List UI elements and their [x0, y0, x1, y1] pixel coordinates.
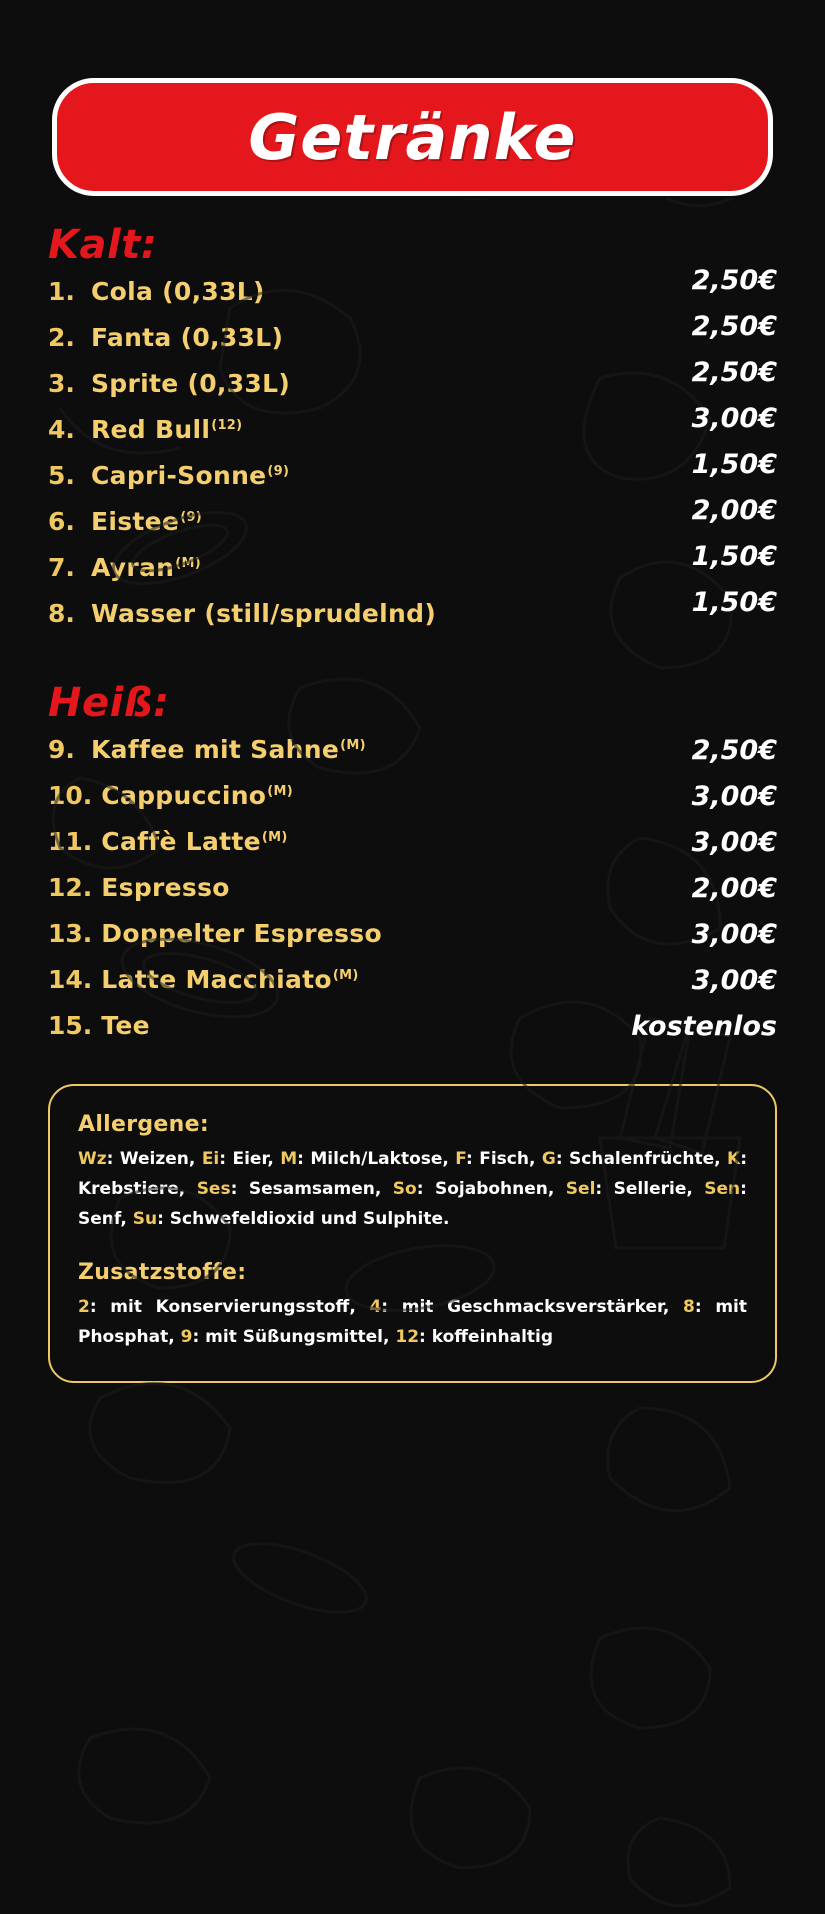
menu-item: [48, 587, 777, 638]
menu-item-label: [48, 965, 657, 994]
menu-item-name-text: Red Bull: [91, 415, 211, 444]
legend-text: : Schwefeldioxid und Sulphite.: [157, 1208, 450, 1229]
menu-item-price: 2,50€: [691, 311, 777, 342]
menu-item-number: 13.: [48, 919, 93, 948]
legend-code: Sel: [565, 1178, 596, 1199]
menu-item-name: [101, 873, 230, 902]
menu-item-additives: (M): [261, 829, 288, 845]
legend-code: 2: [78, 1297, 90, 1318]
menu-item-name-text: Doppelter Espresso: [101, 919, 382, 948]
legend-code: 4: [369, 1297, 382, 1318]
menu-item-number: 5.: [48, 461, 75, 490]
legend-text: : mit Geschmacksverstärker,: [381, 1297, 684, 1318]
menu-item-additives: (M): [175, 555, 201, 571]
menu-list-heiss: [48, 734, 777, 1050]
menu-item-name-text: Wasser (still/sprudelnd): [91, 599, 437, 628]
menu-item-name: [91, 599, 437, 628]
menu-item-price: 3,00€: [691, 781, 777, 812]
menu-item: [48, 495, 777, 546]
menu-item-name-text: Cappuccino: [101, 781, 267, 810]
menu-item-name: [101, 1011, 151, 1040]
menu-item-name-text: Fanta (0,33L): [91, 323, 284, 352]
menu-item-price: 3,00€: [691, 965, 777, 996]
legend-code: Ses: [196, 1178, 231, 1199]
menu-item-name-text: Tee: [101, 1011, 150, 1040]
legend-text: : Krebstiere,: [78, 1149, 747, 1199]
legend-code: F: [455, 1149, 466, 1169]
menu-item-name-text: Capri-Sonne: [91, 461, 267, 490]
legend-code: Ei: [201, 1149, 220, 1169]
additives-title: Zusatzstoffe:: [78, 1260, 247, 1286]
menu-item: [48, 265, 777, 316]
menu-item-number: 10.: [48, 781, 93, 810]
menu-item-price: 2,00€: [691, 873, 777, 904]
legend-text: : Weizen,: [106, 1149, 202, 1169]
menu-item-name: [101, 827, 287, 856]
menu-item-price: 2,50€: [691, 265, 777, 296]
allergens-additives-box: [48, 1084, 777, 1383]
legend-text: : mit Phosphat,: [78, 1297, 747, 1347]
menu-item-name-text: Sprite (0,33L): [91, 369, 291, 398]
title-banner-wrapper: [48, 78, 777, 196]
menu-item-name: [101, 965, 358, 994]
menu-item-number: 6.: [48, 507, 75, 536]
menu-item-number: 11.: [48, 827, 93, 856]
menu-item-name: [91, 461, 289, 490]
menu-item: [48, 311, 777, 362]
menu-list-kalt: [48, 265, 777, 638]
menu-item: [48, 357, 777, 408]
menu-item-name: [91, 507, 202, 536]
legend-text: : mit Konservierungsstoff,: [89, 1297, 370, 1318]
page-title: Getränke: [248, 100, 577, 174]
menu-item-price: 2,50€: [691, 735, 777, 766]
menu-item-name-text: Cola (0,33L): [91, 277, 265, 306]
legend-text: : Senf,: [78, 1178, 747, 1229]
menu-item-name-text: Caffè Latte: [101, 827, 261, 856]
menu-item-price: 2,50€: [691, 357, 777, 388]
legend-text: : Sellerie,: [595, 1178, 705, 1199]
legend-text: : Eier,: [219, 1149, 281, 1169]
section-heading-kalt: Kalt:: [48, 222, 158, 268]
menu-item-name-text: Espresso: [101, 873, 230, 902]
menu-item: [48, 872, 777, 912]
menu-item-number: 7.: [48, 553, 75, 582]
menu-item-name-text: Latte Macchiato: [101, 965, 332, 994]
menu-item-label: [48, 507, 657, 536]
legend-text: : Sojabohnen,: [416, 1178, 566, 1199]
legend-code: 12: [395, 1327, 420, 1347]
menu-item-label: [48, 461, 657, 490]
menu-item-additives: (M): [340, 737, 366, 753]
menu-item-label: [48, 369, 657, 398]
menu-item-number: 9.: [48, 735, 75, 764]
legend-code: M: [280, 1149, 298, 1169]
menu-item-label: [48, 735, 657, 764]
menu-item: [48, 964, 777, 1004]
menu-item-name-text: Ayran: [91, 553, 175, 582]
menu-page: [0, 78, 825, 1914]
legend-code: So: [392, 1178, 417, 1199]
menu-item: [48, 918, 777, 958]
menu-item-number: 2.: [48, 323, 75, 352]
menu-item-additives: (9): [267, 463, 290, 479]
allergens-body: [78, 1145, 747, 1234]
menu-item-additives: (M): [332, 967, 359, 983]
legend-code: Sen: [704, 1178, 741, 1199]
menu-item-price: 3,00€: [691, 919, 777, 950]
menu-item-number: 3.: [48, 369, 75, 398]
menu-item-name: [91, 323, 284, 352]
menu-item-price: kostenlos: [631, 1011, 777, 1042]
menu-item-number: 12.: [48, 873, 93, 902]
menu-item-name: [91, 277, 266, 306]
legend-code: Wz: [78, 1149, 107, 1169]
menu-item-label: [48, 919, 657, 948]
menu-item-number: 14.: [48, 965, 93, 994]
legend-text: : Sesamsamen,: [230, 1178, 393, 1199]
menu-item: [48, 734, 777, 774]
menu-item: [48, 1010, 777, 1050]
legend-text: : Schalenfrüchte,: [555, 1149, 727, 1169]
menu-item-number: 8.: [48, 599, 75, 628]
menu-item-name: [101, 781, 293, 810]
menu-item-price: 3,00€: [691, 827, 777, 858]
menu-item-price: 1,50€: [691, 449, 777, 480]
menu-item-price: 1,50€: [691, 541, 777, 572]
menu-item-label: [48, 553, 657, 582]
legend-code: 8: [683, 1297, 695, 1318]
menu-item: [48, 449, 777, 500]
menu-item-label: [48, 323, 657, 352]
menu-item-additives: (12): [211, 417, 243, 433]
menu-item-name: [91, 553, 201, 582]
legend-text: : Fisch,: [465, 1149, 542, 1169]
menu-item-price: 1,50€: [691, 587, 777, 618]
legend-text: : mit Süßungsmittel,: [192, 1327, 396, 1347]
menu-item-number: 1.: [48, 277, 75, 306]
menu-item-label: [48, 599, 657, 628]
menu-item-price: 2,00€: [691, 495, 777, 526]
menu-item-name: [91, 369, 291, 398]
menu-item-name-text: Kaffee mit Sahne: [91, 735, 340, 764]
legend-text: : Milch/Laktose,: [297, 1149, 456, 1169]
section-kalt: [48, 222, 777, 638]
legend-code: Su: [132, 1208, 158, 1229]
additives-body: [78, 1293, 747, 1353]
legend-code: G: [541, 1149, 556, 1169]
menu-item-number: 15.: [48, 1011, 93, 1040]
section-heading-heiss: Heiß:: [48, 680, 170, 726]
menu-item-label: [48, 827, 657, 856]
menu-item-label: [48, 415, 657, 444]
menu-item-label: [48, 1011, 631, 1040]
menu-item-name: [91, 415, 242, 444]
legend-code: 9: [180, 1327, 193, 1347]
menu-item: [48, 403, 777, 454]
menu-item: [48, 780, 777, 820]
menu-item-name-text: Eistee: [91, 507, 180, 536]
menu-item-number: 4.: [48, 415, 75, 444]
menu-item-additives: (9): [180, 509, 203, 525]
menu-item-label: [48, 781, 657, 810]
legend-text: : koffeinhaltig: [419, 1327, 554, 1347]
menu-item-label: [48, 873, 657, 902]
legend-code: K: [727, 1149, 741, 1169]
menu-item: [48, 826, 777, 866]
menu-item-price: 3,00€: [691, 403, 777, 434]
menu-item-label: [48, 277, 657, 306]
menu-item-name: [91, 735, 366, 764]
menu-item-name: [101, 919, 383, 948]
title-banner: [52, 78, 773, 196]
section-heiss: [48, 680, 777, 1050]
allergens-title: Allergene:: [78, 1112, 209, 1137]
menu-item-additives: (M): [267, 783, 294, 799]
menu-item: [48, 541, 777, 592]
